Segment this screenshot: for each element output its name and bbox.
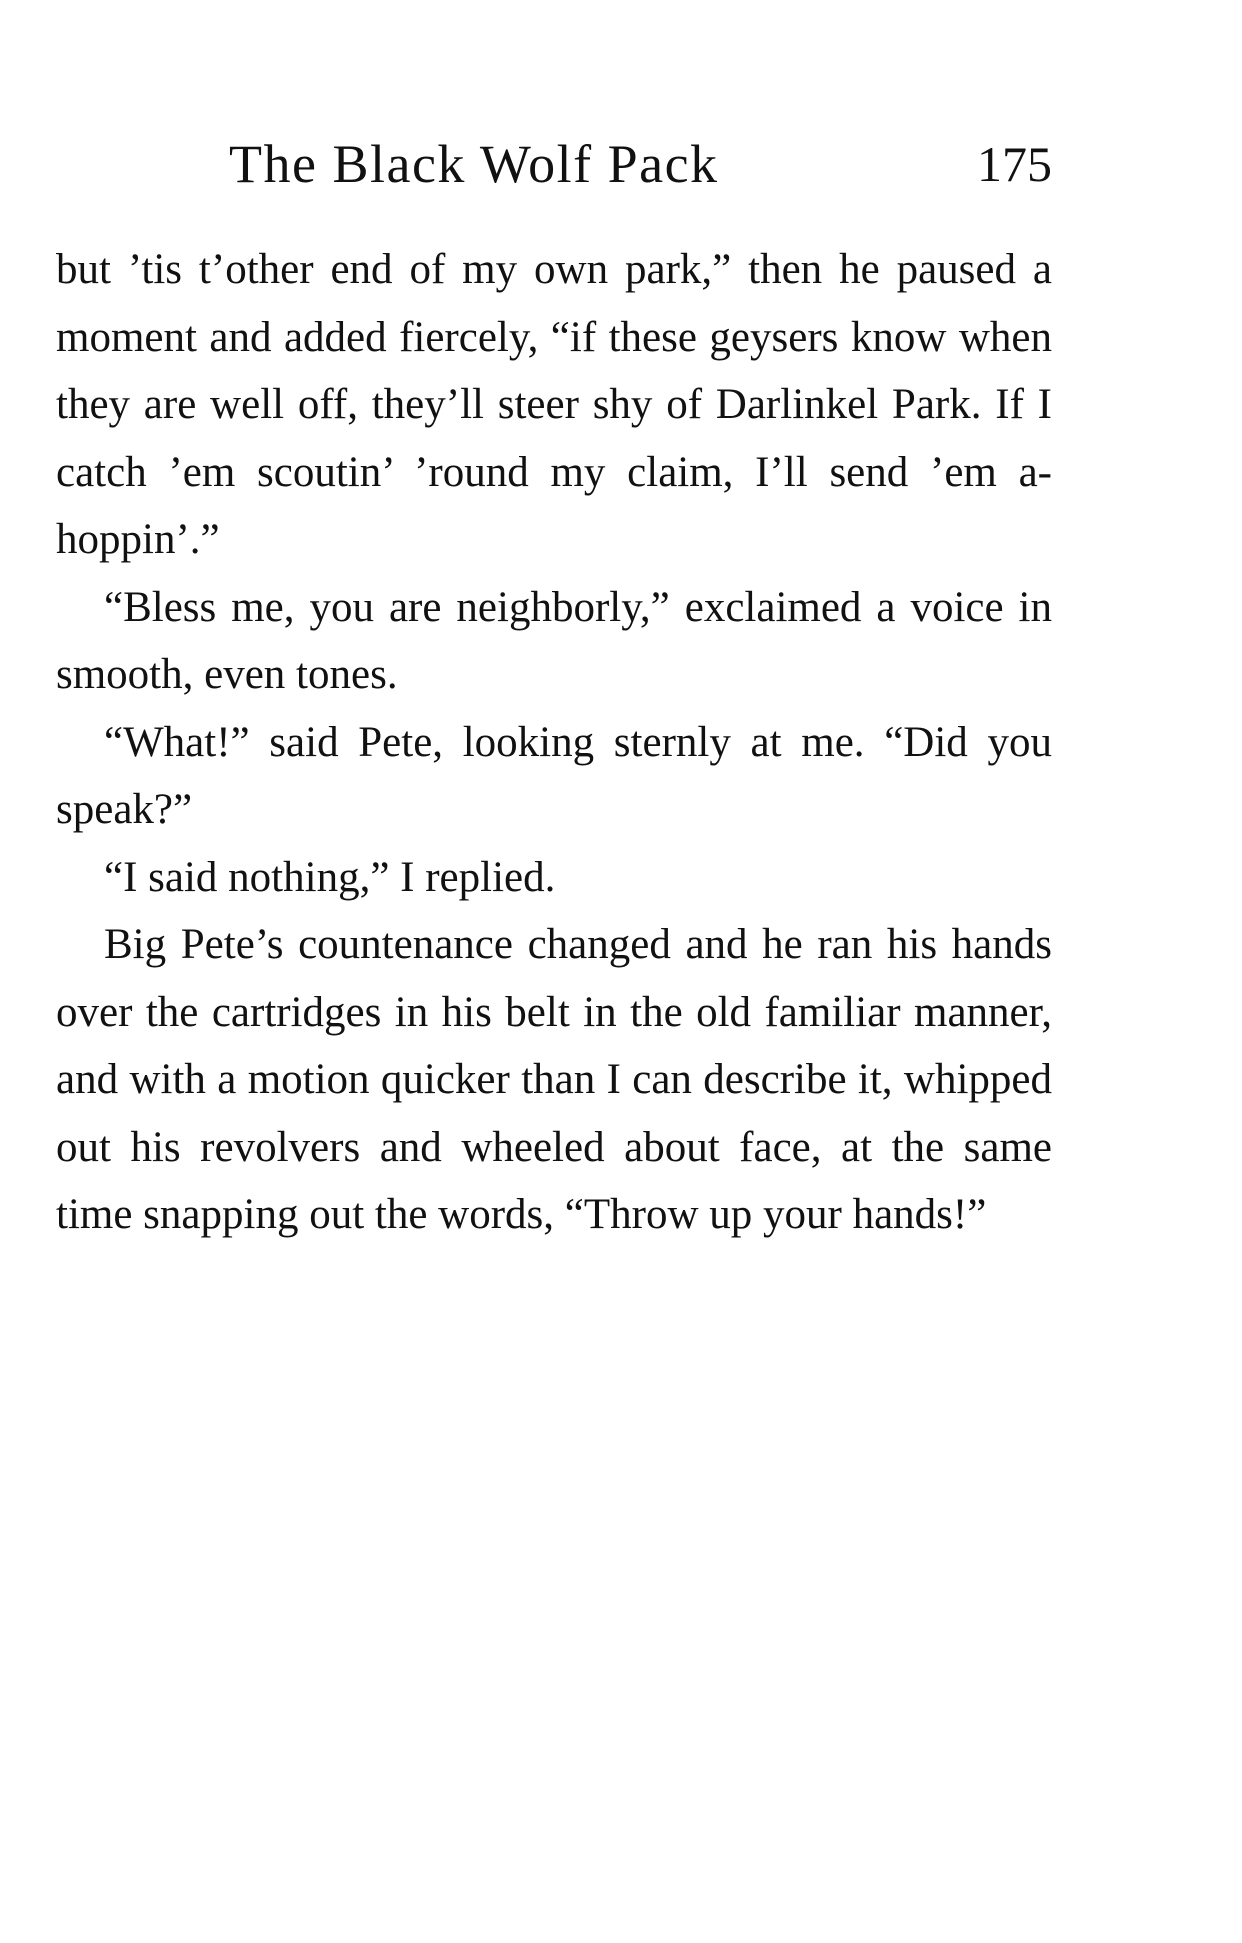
paragraph: Big Pete’s countenance changed and he ran his hands over the cartridges in his belt in the old familiar manner, and with a motion quicker than I can describe it, whipped out his revolvers and wheeled about face, at the same time snapping out the words, “Throw up your hands!” bbox=[56, 921, 1052, 1238]
page-number: 175 bbox=[977, 136, 1052, 192]
paragraph: “Bless me, you are neighborly,” exclaimed a voice in smooth, even tones. bbox=[56, 583, 1052, 698]
running-head bbox=[56, 128, 1052, 200]
running-title: The Black Wolf Pack bbox=[229, 134, 719, 194]
body-text bbox=[56, 236, 1052, 1249]
paragraph: “What!” said Pete, looking sternly at me. “Did you speak?” bbox=[56, 718, 1052, 833]
paragraph: “I said nothing,” I replied. bbox=[104, 853, 556, 901]
paragraph: but ’tis t’other end of my own park,” then he paused a moment and added fiercely, “if these geysers know when they are well off, they’ll steer shy of Darlinkel Park. If I catch ’em scoutin’ ’round my claim, I’ll send ’em a-hoppin’.” bbox=[56, 246, 1052, 563]
